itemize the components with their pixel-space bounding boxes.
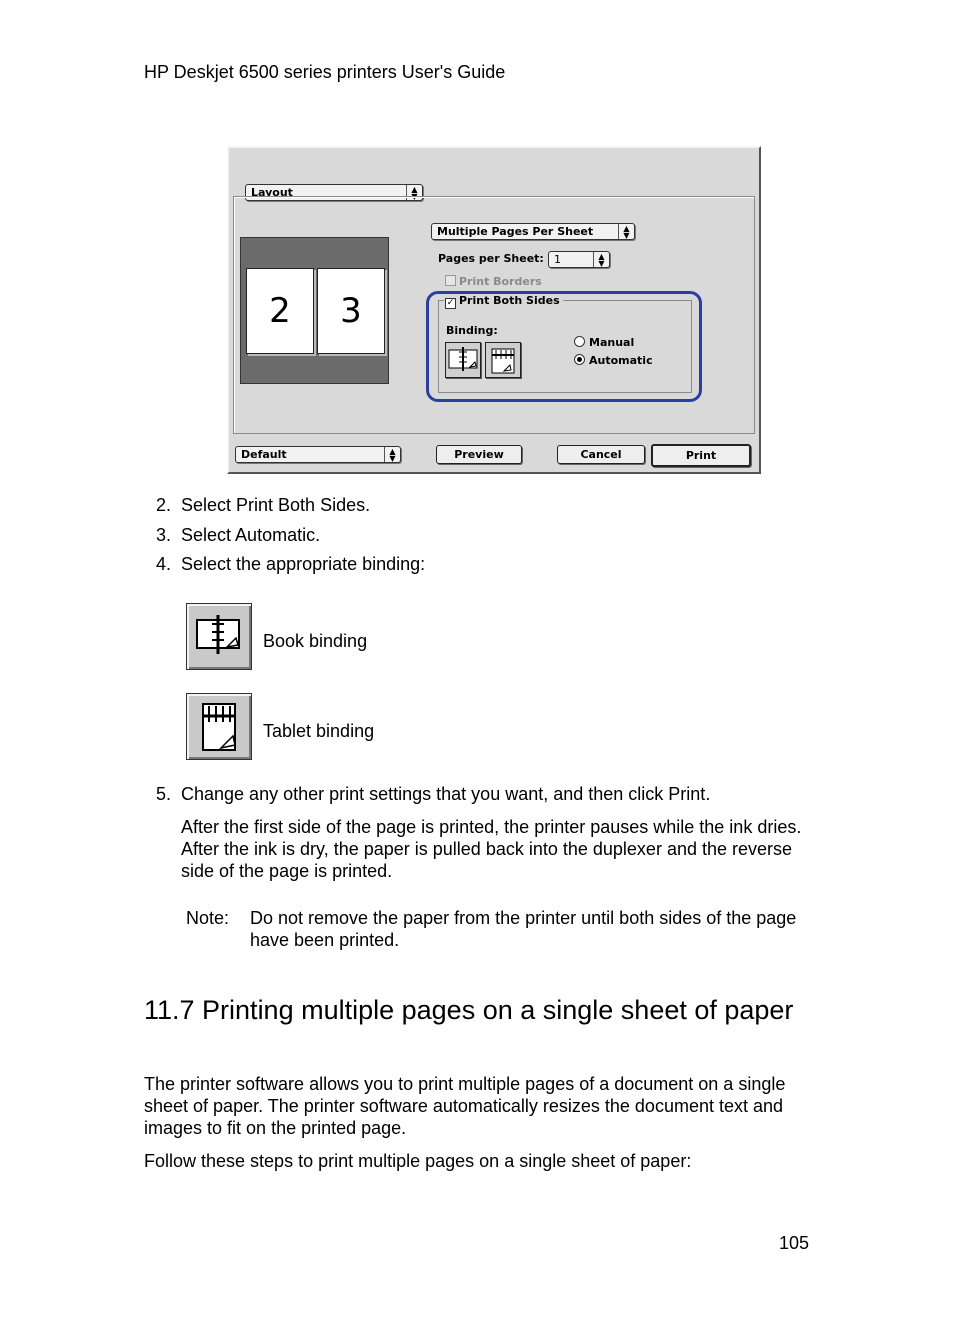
preview-page-2: 2 [246,268,314,354]
pages-per-sheet-label: Pages per Sheet: [438,252,544,265]
step-4-number: 4. [156,554,172,574]
layout-preview [240,237,389,384]
note-label: Note: [186,908,230,928]
tablet-binding-button[interactable] [485,342,521,378]
book-binding-icon [186,603,252,670]
checkbox-icon [445,275,456,286]
step-4-text: Select the appropriate binding: [181,554,426,574]
binding-label: Binding: [446,324,498,337]
checkmark-icon: ✓ [446,298,455,308]
step-5-suffix: . [705,784,711,804]
preview-page-3: 3 [317,268,385,354]
radio-icon [574,336,585,347]
print-both-sides-checkbox[interactable] [444,294,563,309]
book-binding-label: Book binding [263,631,368,651]
ui-term: Automatic [235,525,316,545]
manual-radio[interactable] [574,336,634,349]
popup-arrows-icon: ▲ ▼ [618,224,634,239]
popup-arrows-icon: ▲ ▼ [384,447,400,462]
default-popup-value: Default [241,448,287,461]
ui-term: Print [668,784,706,804]
step-5-text: Change any other print settings that you want, and then click [181,784,669,804]
section-heading: 11.7 Printing multiple pages on a single sheet of paper [144,995,794,1025]
radio-selected-icon [574,354,585,365]
step-2-number: 2. [156,495,172,515]
step-2 [181,494,370,516]
step-3 [181,524,320,546]
print-borders-label: Print Borders [459,275,542,288]
section-paragraph-2: Follow these steps to print multiple pages on a single sheet of paper: [144,1151,692,1171]
step-5 [181,783,710,805]
page-number: 105 [779,1233,810,1253]
step-3-number: 3. [156,525,172,545]
step-5-number: 5. [156,784,172,804]
book-binding-button[interactable] [445,342,481,378]
print-both-sides-label: Print Both Sides [459,294,560,307]
note-text: Do not remove the paper from the printer until both sides of the page have been printed. [250,908,797,950]
print-dialog [227,146,761,474]
pages-per-sheet-value: 1 [554,253,561,266]
book-binding-icon [446,343,480,377]
tablet-binding-icon [486,343,520,377]
print-button[interactable]: Print [651,444,751,467]
step-3-suffix: . [315,525,321,545]
running-header: HP Deskjet 6500 series printers User's Guide [144,62,506,82]
manual-label: Manual [589,336,635,349]
tablet-binding-icon [186,693,252,760]
popup-arrows-icon: ▲ ▼ [593,252,609,267]
step-2-text: Select [181,495,237,515]
pages-per-sheet-popup[interactable] [548,251,610,268]
default-popup[interactable] [235,446,401,463]
step-3-text: Select [181,525,236,545]
mode-popup[interactable] [431,223,635,240]
popup-arrows-icon: ▲ ▼ [406,185,422,200]
print-borders-checkbox[interactable] [445,275,542,288]
automatic-label: Automatic [589,354,653,367]
ui-term: Print Both Sides [236,495,366,515]
step-2-suffix: . [365,495,371,515]
tablet-binding-label: Tablet binding [263,721,375,741]
mode-popup-value: Multiple Pages Per Sheet [437,225,594,238]
layout-popup-value: Layout [251,186,293,199]
step-5-paragraph: After the first side of the page is printed, the printer pauses while the ink dries. After the ink is dry, the paper is pulled back into the duplexer and the reverse side of the page is printed. [181,817,802,881]
automatic-radio[interactable] [574,354,653,367]
section-paragraph-1: The printer software allows you to print multiple pages of a document on a single sheet of paper. The printer software automatically resizes the document text and images to fit on the printed page. [144,1074,786,1138]
preview-button[interactable]: Preview [436,445,522,464]
cancel-button[interactable]: Cancel [557,445,645,464]
